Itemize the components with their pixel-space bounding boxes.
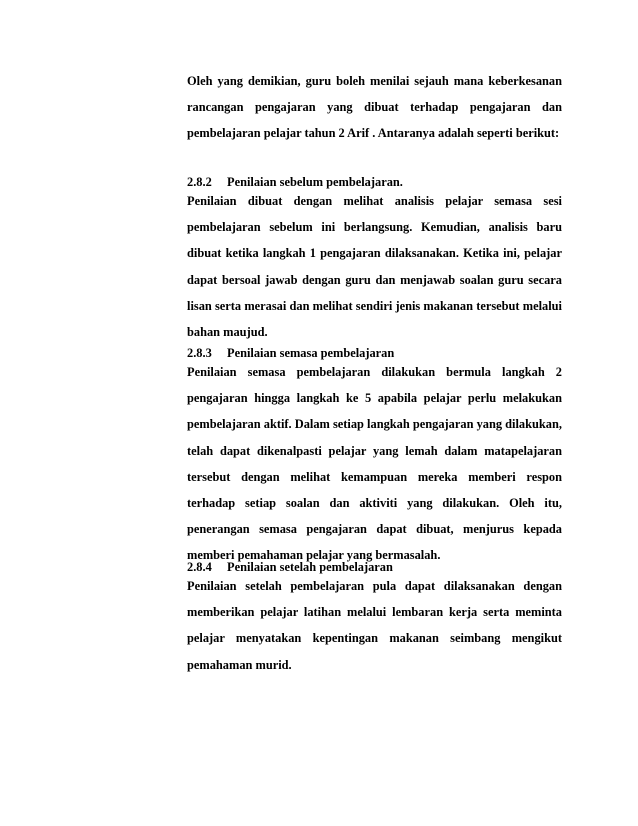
intro-paragraph: Oleh yang demikian, guru boleh menilai sejauh mana keberkesanan rancangan pengajaran yang dibuat terhadap pengajaran dan pembelajaran pelajar tahun 2 Arif . Antaranya adalah seperti berikut: [187, 74, 562, 141]
section-title: Penilaian setelah pembelajaran [227, 560, 393, 574]
section-number: 2.8.3 [187, 346, 212, 360]
section-body-2-8-4: Penilaian setelah pembelajaran pula dapat dilaksanakan dengan memberikan pelajar latihan melalui lembaran kerja serta meminta pelajar menyatakan kepentingan makanan seimbang mengikut pemahaman murid. [187, 579, 562, 672]
section-number: 2.8.2 [187, 175, 212, 189]
section-body-2-8-2: Penilaian dibuat dengan melihat analisis pelajar semasa sesi pembelajaran sebelum ini berlangsung. Kemudian, analisis baru dibuat ketika langkah 1 pengajaran dilaksanakan. Ketika ini, pelajar dapat bersoal jawab dengan guru dan menjawab soalan guru secara lisan serta merasai dan melihat sendiri jenis makanan tersebut melalui bahan maujud. [187, 194, 562, 340]
section-title: Penilaian semasa pembelajaran [227, 346, 395, 360]
section-number: 2.8.4 [187, 560, 212, 574]
section-body-2-8-3: Penilaian semasa pembelajaran dilakukan bermula langkah 2 pengajaran hingga langkah ke 5 apabila pelajar perlu melakukan pembelajaran aktif. Dalam setiap langkah pengajaran yang dilakukan, telah dapat dikenalpasti pelajar yang lemah dalam matapelajaran tersebut dengan melihat kemampuan mereka memberi respon terhadap setiap soalan dan aktiviti yang dilakukan. Oleh itu, penerangan semasa pengajaran dapat dibuat, menjurus kepada memberi pemahaman pelajar yang bermasalah. [187, 365, 562, 563]
section-title: Penilaian sebelum pembelajaran. [227, 175, 403, 189]
